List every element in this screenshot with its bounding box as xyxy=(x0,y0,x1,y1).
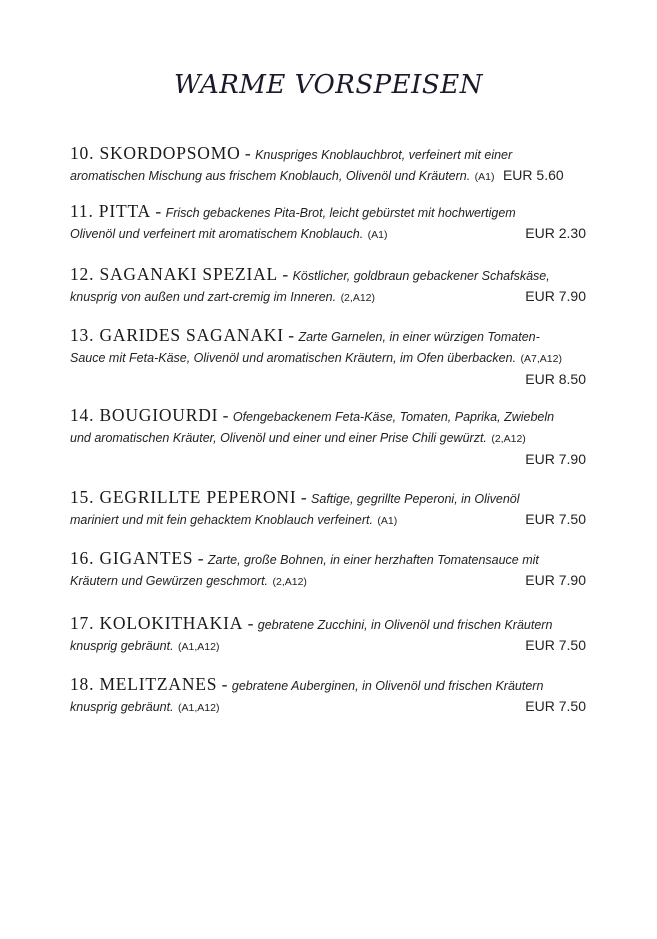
item-line-1 xyxy=(70,201,590,225)
item-description: Olivenöl und verfeinert mit aromatischem Knoblauch. xyxy=(70,227,364,241)
item-line-1 xyxy=(70,487,590,511)
allergen-codes: (A1) xyxy=(377,515,398,527)
item-price: EUR 7.90 xyxy=(525,451,586,467)
item-description: Sauce mit Feta-Käse, Olivenöl und aromatischen Kräutern, im Ofen überbacken. xyxy=(70,351,517,365)
item-separator: - xyxy=(240,143,256,163)
item-price: EUR 5.60 xyxy=(502,167,564,183)
item-description: Frisch gebackenes Pita-Brot, leicht gebürstet mit hochwertigem xyxy=(165,206,516,220)
item-line-2 xyxy=(70,511,590,533)
item-name: 12. SAGANAKI SPEZIAL xyxy=(70,264,279,284)
item-description: knusprig von außen und zart-cremig im Inneren. xyxy=(70,290,337,304)
item-separator: - xyxy=(218,405,233,425)
item-line-2 xyxy=(70,288,590,310)
allergen-codes: (A7,A12) xyxy=(520,353,562,365)
item-line-2 xyxy=(70,167,590,189)
item-line-2 xyxy=(70,349,590,371)
item-description: Köstlicher, goldbraun gebackener Schafskäse, xyxy=(292,269,550,283)
item-name: 14. BOUGIOURDI xyxy=(70,405,219,425)
item-line-2 xyxy=(70,637,590,659)
item-separator: - xyxy=(243,613,258,633)
item-price: EUR 7.50 xyxy=(525,511,586,527)
item-line-1 xyxy=(70,325,590,349)
item-line-1 xyxy=(70,264,590,288)
item-name: 10. SKORDOPSOMO xyxy=(70,143,241,163)
allergen-codes: (2,A12) xyxy=(491,433,526,445)
item-line-2 xyxy=(70,698,590,720)
item-line-1 xyxy=(70,143,590,167)
item-separator: - xyxy=(193,548,208,568)
item-description: und aromatischen Kräuter, Olivenöl und einer und einer Prise Chili gewürzt. xyxy=(70,431,487,445)
item-description: Knuspriges Knoblauchbrot, verfeinert mit einer xyxy=(255,148,513,162)
allergen-codes: (A1,A12) xyxy=(178,702,220,714)
menu-item xyxy=(70,143,590,189)
item-separator: - xyxy=(283,325,299,345)
item-description: gebratene Zucchini, in Olivenöl und frischen Kräutern xyxy=(257,618,553,632)
item-description: aromatischen Mischung aus frischem Knoblauch, Olivenöl und Kräutern. xyxy=(70,169,471,183)
menu-item xyxy=(70,674,590,720)
item-line-2 xyxy=(70,225,590,247)
item-price-row xyxy=(70,371,590,393)
item-price: EUR 8.50 xyxy=(525,371,586,387)
allergen-codes: (A1) xyxy=(367,229,388,241)
item-description: Zarte, große Bohnen, in einer herzhaften Tomatensauce mit xyxy=(207,553,539,567)
item-price: EUR 7.50 xyxy=(525,637,586,653)
item-line-2 xyxy=(70,429,590,451)
item-name: 15. GEGRILLTE PEPERONI xyxy=(70,487,297,507)
item-name: 17. KOLOKITHAKIA xyxy=(70,613,244,633)
item-separator: - xyxy=(296,487,312,507)
item-line-1 xyxy=(70,405,590,429)
item-line-1 xyxy=(70,613,590,637)
item-line-1 xyxy=(70,674,590,698)
item-name: 18. MELITZANES xyxy=(70,674,218,694)
menu-item xyxy=(70,201,590,247)
item-price-row xyxy=(70,451,590,473)
allergen-codes: (2,A12) xyxy=(340,292,375,304)
menu-item xyxy=(70,613,590,659)
item-name: 13. GARIDES SAGANAKI xyxy=(70,325,284,345)
item-name: 16. GIGANTES xyxy=(70,548,194,568)
item-description: knusprig gebräunt. xyxy=(70,639,174,653)
item-price: EUR 7.50 xyxy=(525,698,586,714)
page-title: WARME VORSPEISEN xyxy=(174,70,483,100)
menu-item xyxy=(70,548,590,594)
item-description: knusprig gebräunt. xyxy=(70,700,174,714)
menu-item xyxy=(70,264,590,310)
item-separator: - xyxy=(278,264,293,284)
allergen-codes: (2,A12) xyxy=(272,576,307,588)
item-separator: - xyxy=(150,201,166,221)
menu-item xyxy=(70,487,590,533)
allergen-codes: (A1,A12) xyxy=(178,641,220,653)
item-description: mariniert und mit fein gehacktem Knoblauch verfeinert. xyxy=(70,513,373,527)
item-description: Zarte Garnelen, in einer würzigen Tomaten- xyxy=(298,330,540,344)
item-description: gebratene Auberginen, in Olivenöl und frischen Kräutern xyxy=(231,679,544,693)
item-price: EUR 2.30 xyxy=(525,225,586,241)
item-separator: - xyxy=(217,674,232,694)
allergen-codes: (A1) xyxy=(474,171,495,183)
item-price: EUR 7.90 xyxy=(525,572,586,588)
item-line-1 xyxy=(70,548,590,572)
item-price: EUR 7.90 xyxy=(525,288,586,304)
menu-item xyxy=(70,405,590,473)
item-description: Saftige, gegrillte Peperoni, in Olivenöl xyxy=(311,492,520,506)
item-description: Kräutern und Gewürzen geschmort. xyxy=(70,574,269,588)
item-line-2 xyxy=(70,572,590,594)
item-description: Ofengebackenem Feta-Käse, Tomaten, Paprika, Zwiebeln xyxy=(232,410,555,424)
item-name: 11. PITTA xyxy=(70,201,151,221)
menu-item xyxy=(70,325,590,393)
